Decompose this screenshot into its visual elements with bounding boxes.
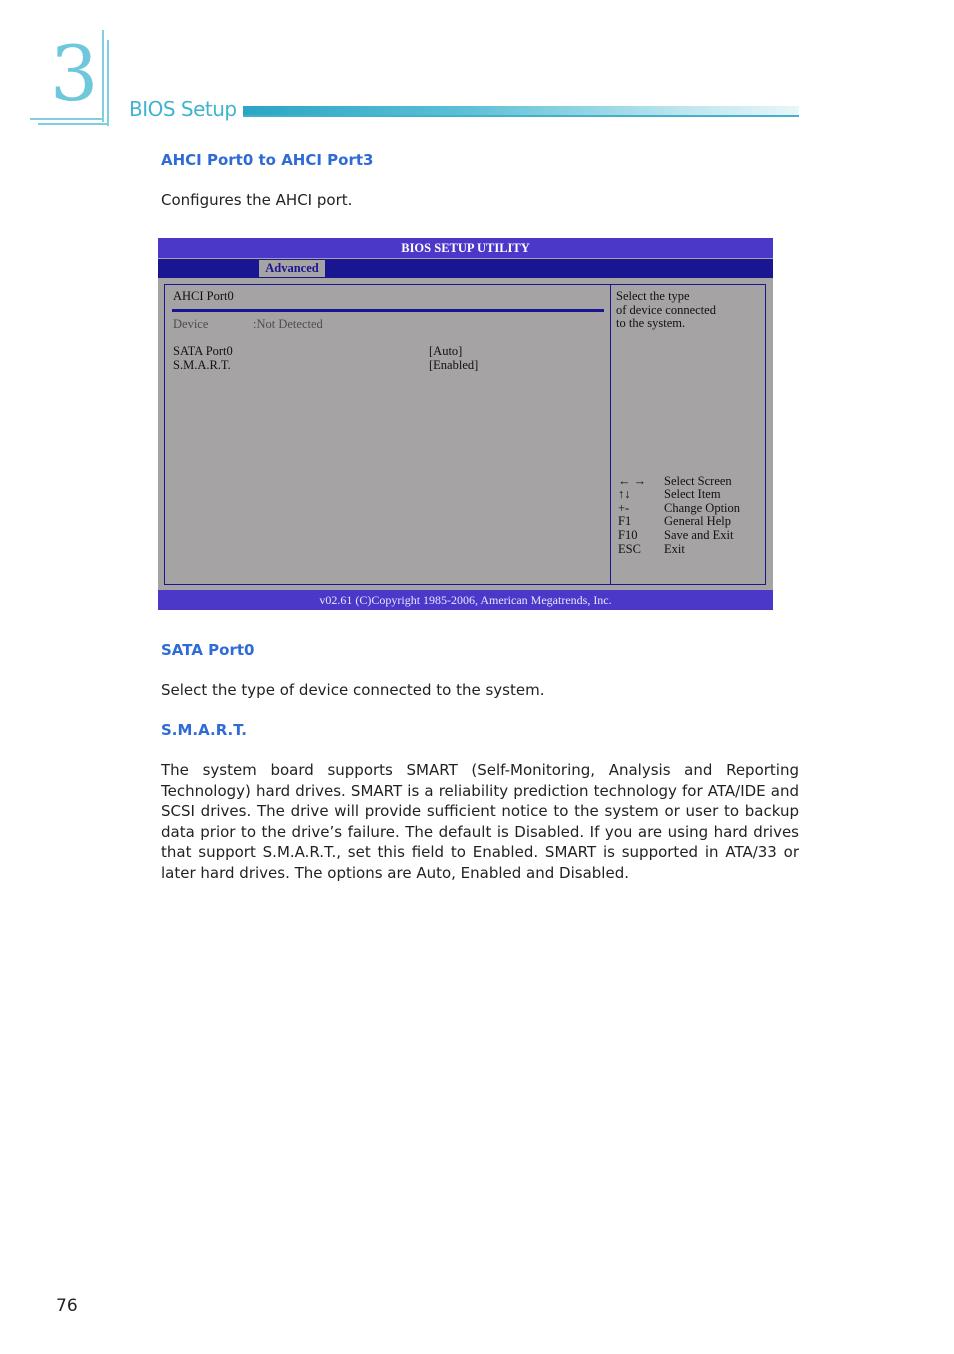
key-description: Exit bbox=[664, 542, 685, 556]
bios-title-underline bbox=[172, 309, 604, 312]
page-number: 76 bbox=[56, 1296, 78, 1316]
chapter-number: 3 bbox=[50, 29, 99, 118]
key-description: General Help bbox=[664, 514, 731, 528]
chapter-title: BIOS Setup bbox=[129, 97, 237, 121]
section-heading-smart: S.M.A.R.T. bbox=[161, 721, 247, 739]
bios-screen bbox=[158, 238, 773, 610]
bios-copyright-footer: v02.61 (C)Copyright 1985-2006, American Megatrends, Inc. bbox=[158, 590, 773, 610]
section-text-sata-port0: Select the type of device connected to the system. bbox=[161, 681, 545, 699]
key-description: Change Option bbox=[664, 501, 741, 515]
key-description: Select Item bbox=[664, 487, 721, 501]
smart-label[interactable]: S.M.A.R.T. bbox=[173, 358, 231, 372]
bios-panel-divider bbox=[610, 284, 611, 584]
f1-key: F1 bbox=[618, 514, 632, 528]
bios-menu-bar bbox=[158, 259, 773, 278]
help-line-3: to the system. bbox=[616, 316, 686, 330]
section-text-smart: The system board supports SMART (Self-Monitoring, Analysis and Reporting Technology) hard drives. SMART is a reliability prediction technology for ATA/IDE and SCSI drives. The drive will provide sufficient notice to the system or user to backup data prior to the drive’s failure. The default is Disabled. If you are using hard drives that support S.M.A.R.T., set this field to Enabled. SMART is supported in ATA/33 or later hard drives. The options are Auto, Enabled and Disabled. bbox=[161, 761, 799, 882]
f10-key: F10 bbox=[618, 528, 638, 542]
help-line-1: Select the type bbox=[616, 289, 690, 303]
help-line-2: of device connected bbox=[616, 303, 716, 317]
smart-value[interactable]: [Enabled] bbox=[429, 358, 479, 372]
section-text-ahci-port: Configures the AHCI port. bbox=[161, 191, 353, 209]
key-description: Save and Exit bbox=[664, 528, 734, 542]
arrows-left-right-key: ← → bbox=[618, 474, 647, 488]
device-label: Device bbox=[173, 317, 209, 331]
tab-advanced[interactable]: Advanced bbox=[259, 260, 325, 277]
bios-panel-title: AHCI Port0 bbox=[173, 289, 234, 303]
device-value: :Not Detected bbox=[253, 317, 323, 331]
arrows-up-down-key: ↑↓ bbox=[618, 487, 631, 501]
key-description: Select Screen bbox=[664, 474, 732, 488]
bios-title-bar: BIOS SETUP UTILITY bbox=[158, 238, 773, 258]
sata-port0-label[interactable]: SATA Port0 bbox=[173, 344, 233, 358]
plus-minus-key: +- bbox=[618, 501, 630, 515]
section-heading-sata-port0: SATA Port0 bbox=[161, 641, 255, 659]
sata-port0-value[interactable]: [Auto] bbox=[429, 344, 463, 358]
section-heading-ahci-port: AHCI Port0 to AHCI Port3 bbox=[161, 151, 374, 169]
esc-key: ESC bbox=[618, 542, 641, 556]
chapter-title-underline bbox=[243, 115, 799, 117]
